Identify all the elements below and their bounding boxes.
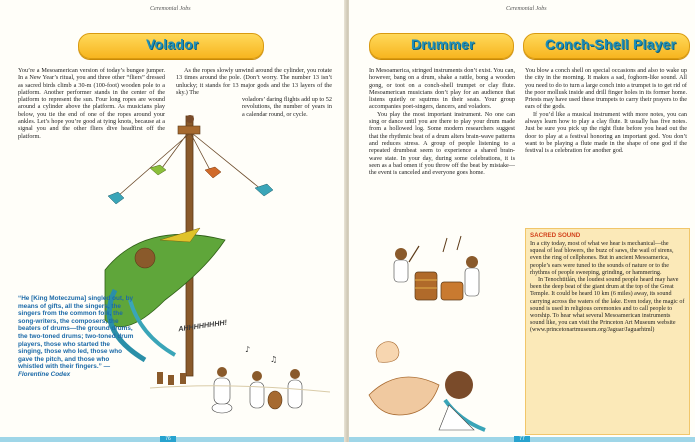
sidebar-paragraph-2: In Tenochtitlán, the loudest sound people heard may have been the deep beat of the giant drum at the top of the Great Temple. It could be heard 10 km (6 miles) away, its sound carrying across the waters of the lake. Even today, the magic of sound is used in religious ceremonies and to call people to worship. To hear what several Mesoamerican instruments sound like, you can visit the Princeton Art Museum website (www.princetonartmuseum.org/Jaguar/Jaguarhtml) [530,277,685,334]
page-number-left: 76 [160,436,176,442]
speech-bubble-text: AHHHHHHHH! [177,317,228,334]
right-page [349,0,695,442]
pole-platform [178,126,200,134]
shell-icon [376,342,399,363]
drummer-figures [394,236,479,300]
volador-paragraph-2: As the ropes slowly unwind around the cylinder, you rotate 13 times around the pole. (Don’t worry. The number 13 isn’t unlucky; it stands for 13 major gods and the 13 layers of the sky.) The [176,67,332,96]
drummer-paragraph-2: You play the most important instrument. No one can sing or dance until you are there to play your drum made from a hollowed log. Some modern researchers suggest that the rhythmic beat of a drum alters brain-wave patterns and reduces stress. A group of people listening to a repeated drumbeat seem to experience a shared brain-wave state. In your day, during some celebrations, it is seen as a bad omen if you throw off the beat by mistake—the event is canceled and everyone goes home. [369,110,515,177]
musicians-group [212,367,302,413]
left-page [0,0,346,442]
quote-attribution: — Florentine Codex [18,363,110,378]
sidebar-title: SACRED SOUND [530,232,581,239]
volador-title: Volador [146,36,199,52]
music-note-icon-2: ♫ [270,355,278,364]
page-number-right: 77 [514,436,530,442]
ground-line [150,386,330,392]
running-head-left: Ceremonial Jobs [150,6,191,12]
drummer-paragraph-1: In Mesoamerica, stringed instruments don’t exist. You can, however, bang on a drum, shake a rattle, bong a wooden gong, or toot on a conch-shell trumpet or clay flute. Mesoamerican musicians don’t play for an audience that listens quietly or squirms in their seats. Your group accompanies poet-singers, dancers, and voladors. [369,67,515,111]
sun-performer [186,115,194,123]
volador-paragraph-3: voladors’ daring flights add up to 52 revolutions, the number of years in a calendar round, or cycle. [242,96,332,118]
running-head-right: Ceremonial Jobs [506,6,547,12]
music-note-icon: ♪ [245,345,251,354]
volador-paragraph-1: You’re a Mesoamerican version of today’s bungee jumper. In a New Year’s ritual, you and three other “fliers” dressed as sacred birds climb a 30-m (100-foot) wooden pole to a platform. Another performer stands in the center of the platform to represent the sun. Four long ropes are wound around a cylinder above the platform. As musicians play below, you tie the end of one of the ropes around your ankles. Let’s hope you’re good at tying knots, because at a signal you and the other fliers dive headfirst off the platform. [18,67,165,140]
conch-paragraph-2: If you’d like a musical instrument with more notes, you can always learn how to play a clay flute. It usually has five notes. Just be sure you pick up the right flute before you head out the door to play at a festival honoring an important god. You don’t want to be playing a flute made in the shape of one god if the festival is a celebration for another god. [525,110,687,155]
quote-text: “He [King Moteczuma] singled out, by means of gifts, all the singers, the singers from the common folk, the song-writers, the composers, the beaters of drums—the ground drums, the two-toned drums; two-toned drum players, those who started the singing, those who led, those who gave the pitch, and those who whistled with their fingers.” [18,295,134,371]
spectator-figures [157,372,186,385]
sidebar-paragraph-1: In a city today, most of what we hear is mechanical—the squeal of leaf blowers, the buzz of saws, the wail of sirens, even the ring of cellphones. But in ancient Mesoamerica, people’s ears were tuned to the sounds of nature or to the rhythms of people sweeping, grinding, or hammering. [530,241,674,276]
conch-paragraph-1: You blow a conch shell on special occasions and also to wake up the city in the morning. It makes a sad, foghorn-like sound. All you need to do to turn a large conch into a trumpet is to get rid of the poor mollusk inside and drill finger holes in its former home. Priests may have used these trumpets to carry their prayers to the ears of the gods. [525,67,687,111]
drummer-title: Drummer [411,36,475,52]
conch-player [369,371,485,430]
conch-title: Conch-Shell Player [545,36,677,52]
drummer-illustration [349,0,695,442]
florentine-quote [18,295,135,379]
